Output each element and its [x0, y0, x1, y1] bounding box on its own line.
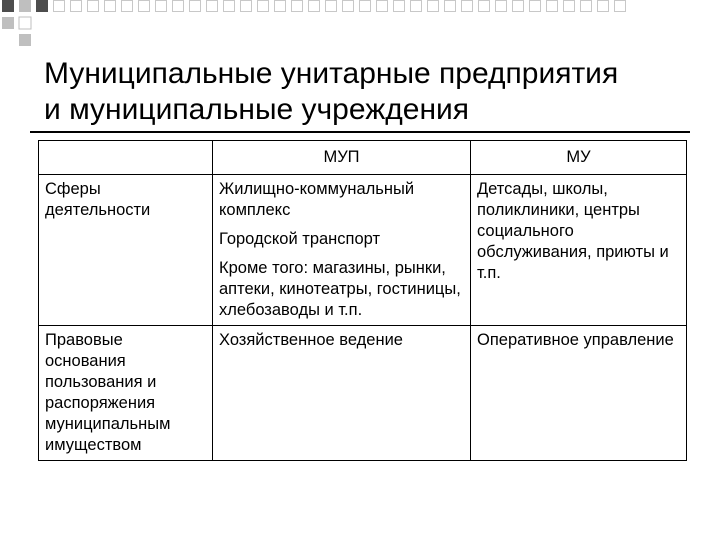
- table-row: [39, 326, 687, 461]
- comparison-table: [38, 140, 687, 461]
- cell-text: Хозяйственное ведение: [219, 331, 403, 349]
- row-label: Сферы деятельности: [39, 175, 213, 326]
- cell-text: Оперативное управление: [477, 331, 674, 349]
- mup-cell: [213, 175, 471, 326]
- cell-text: Городской транспорт: [219, 230, 381, 248]
- page-title: [44, 56, 704, 128]
- header-mu: МУ: [471, 141, 687, 175]
- square-pattern-icon: [0, 0, 720, 60]
- title-line-1: Муниципальные унитарные предприятия: [44, 57, 619, 90]
- cell-text: Жилищно-коммунальный комплекс: [219, 180, 415, 219]
- row-label: Правовые основания пользования и распоряжения муниципальным имуществом: [39, 326, 213, 461]
- header-empty-cell: [39, 141, 213, 175]
- title-divider: [30, 131, 690, 133]
- table-row: [39, 175, 687, 326]
- title-line-2: и муниципальные учреждения: [44, 93, 470, 126]
- cell-text: Кроме того: магазины, рынки, аптеки, кинотеатры, гостиницы, хлебозаводы и т.п.: [219, 259, 461, 319]
- cell-text: Детсады, школы, поликлиники, центры социального обслуживания, приюты и т.п.: [477, 180, 669, 282]
- header-mup: МУП: [213, 141, 471, 175]
- mup-cell: [213, 326, 471, 461]
- table-header-row: [39, 141, 687, 175]
- mu-cell: [471, 175, 687, 326]
- mu-cell: [471, 326, 687, 461]
